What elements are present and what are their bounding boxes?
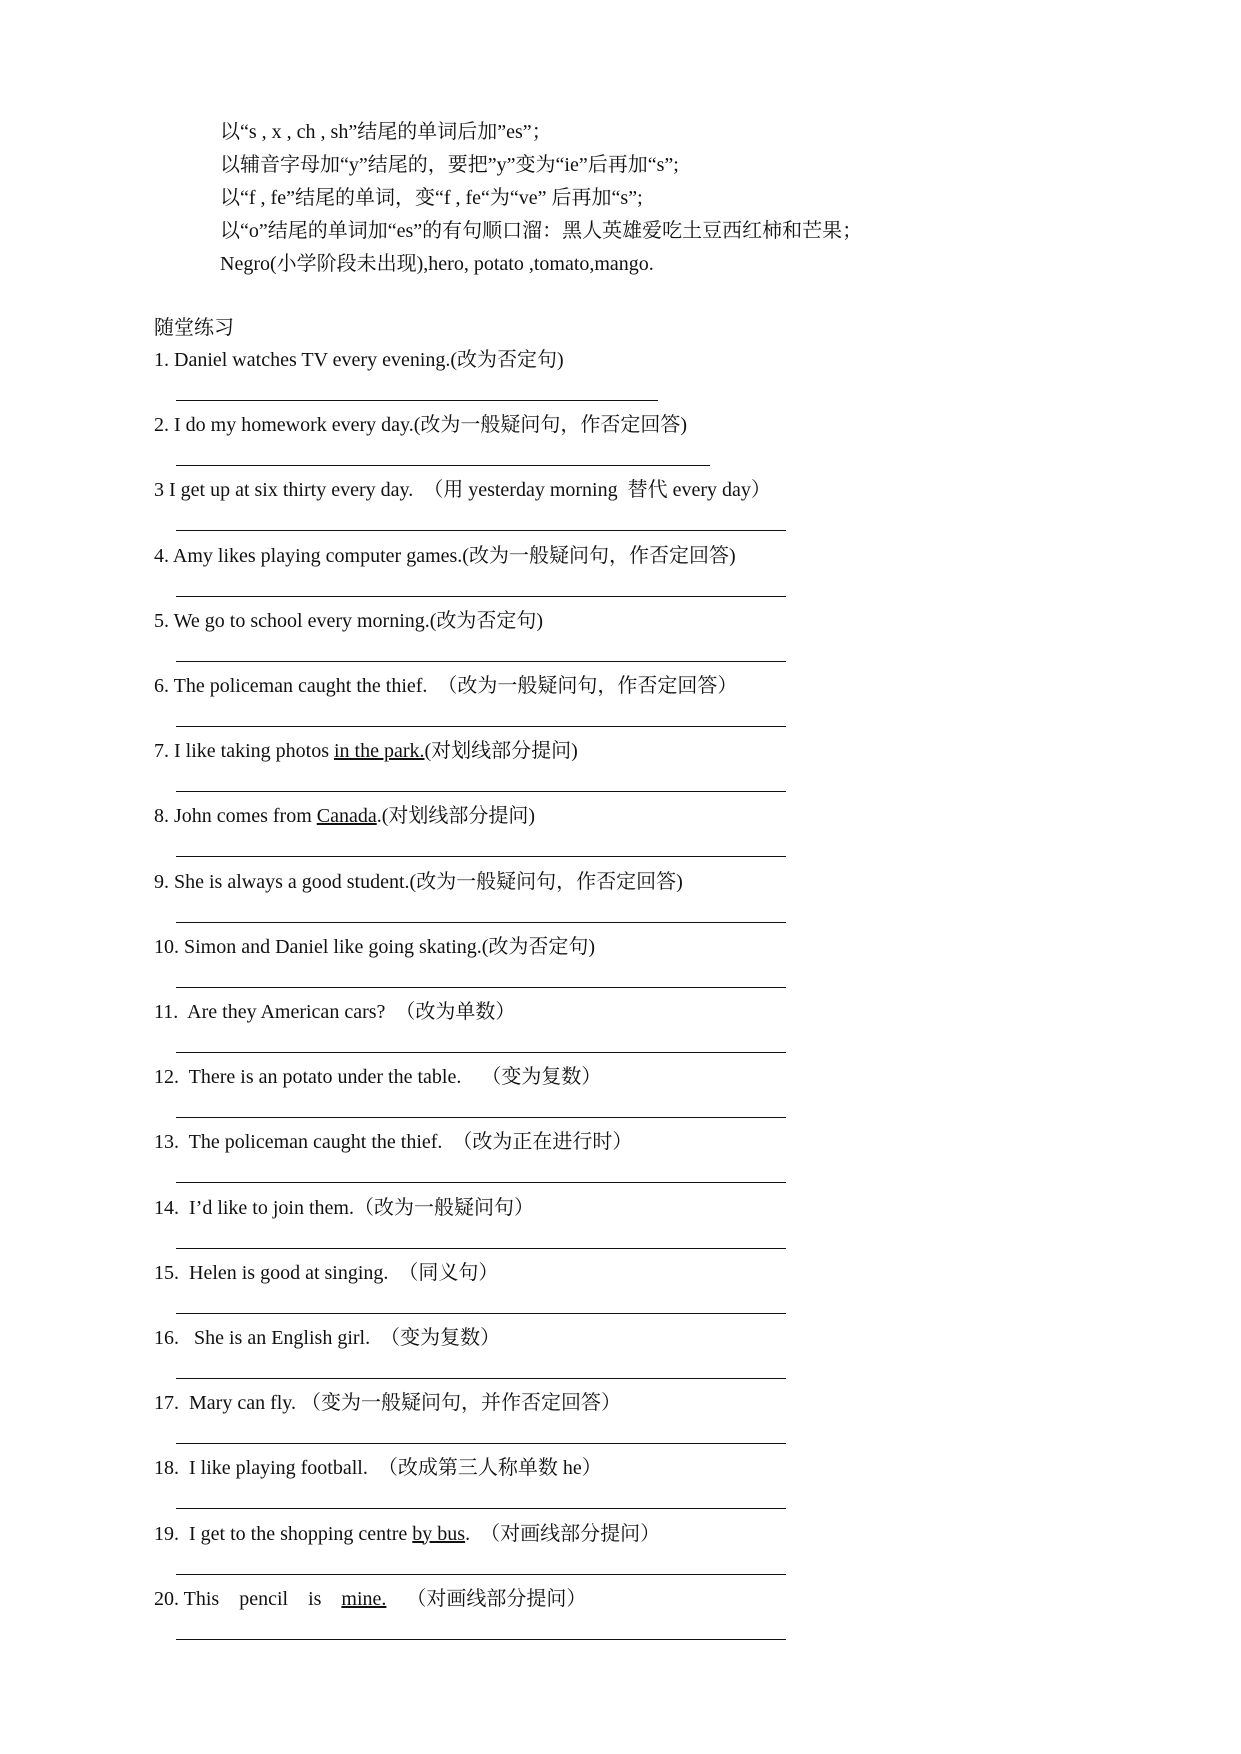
answer-line-8[interactable] [176,856,786,857]
question-text: 19. I get to the shopping centre [154,1522,413,1545]
answer-line-19[interactable] [176,1574,786,1575]
answer-line-13[interactable] [176,1182,786,1183]
question-6 [154,672,737,700]
answer-line-1[interactable] [176,400,658,401]
answer-line-2[interactable] [176,465,710,466]
rule-line-4: 以“o”结尾的单词加“es”的有句顺口溜：黑人英雄爱吃土豆西红柿和芒果； [220,220,863,242]
question-14 [154,1194,534,1222]
answer-line-16[interactable] [176,1378,786,1379]
question-12 [154,1063,601,1091]
question-text: 14. I’d like to join them.（改为一般疑问句） [154,1196,534,1219]
underlined-part: by bus [412,1522,466,1545]
question-text: 7. I like taking photos [154,740,334,763]
question-text: 8. John comes from [154,805,317,828]
question-19 [154,1520,660,1548]
question-text: 18. I like playing football. （改成第三人称单数 he） [154,1457,602,1480]
rule-line-5: Negro(小学阶段未出现),hero, potato ,tomato,mango. [220,253,654,275]
answer-line-14[interactable] [176,1248,786,1249]
question-instruction: .(对划线部分提问) [376,805,536,828]
question-9 [154,868,683,896]
underlined-part: in the park. [333,740,425,763]
rule-line-1: 以“s , x , ch , sh”结尾的单词后加”es”； [220,121,552,143]
question-8 [154,802,535,830]
question-instruction: （对画线部分提问） [386,1587,587,1610]
question-instruction: . （对画线部分提问） [465,1522,661,1545]
question-11 [154,998,515,1026]
question-text: 3 I get up at six thirty every day. （用 yesterday morning 替代 every day） [154,479,771,502]
question-text: 17. Mary can fly. （变为一般疑问句，并作否定回答） [154,1392,621,1415]
question-text: 4. Amy likes playing computer games.(改为一般疑问句，作否定回答) [154,544,736,567]
question-text: 20. This pencil is [154,1587,342,1610]
question-text: 9. She is always a good student.(改为一般疑问句，作否定回答) [154,870,683,893]
question-3 [154,476,771,504]
question-text: 11. Are they American cars? （改为单数） [154,1001,516,1023]
answer-line-10[interactable] [176,987,786,988]
answer-line-7[interactable] [176,791,786,792]
question-17 [154,1389,621,1417]
answer-line-18[interactable] [176,1508,786,1509]
rule-line-2: 以辅音字母加“y”结尾的，要把”y”变为“ie”后再加“s”; [220,154,679,176]
question-text: 10. Simon and Daniel like going skating.(改为否定句) [154,935,596,958]
question-10 [154,933,595,961]
answer-line-4[interactable] [176,596,786,597]
question-text: 13. The policeman caught the thief. （改为正在进行时） [154,1131,633,1154]
question-text: 12. There is an potato under the table. （变为复数） [154,1066,602,1089]
question-text: 2. I do my homework every day.(改为一般疑问句，作否定回答) [154,414,688,437]
answer-line-17[interactable] [176,1443,786,1444]
question-2 [154,411,687,439]
question-16 [154,1324,500,1352]
answer-line-11[interactable] [176,1052,786,1053]
question-7 [154,737,578,765]
answer-line-15[interactable] [176,1313,786,1314]
section-title: 随堂练习 [154,317,234,339]
underlined-part: Canada [316,805,377,828]
question-13 [154,1128,632,1156]
answer-line-3[interactable] [176,530,786,531]
answer-line-6[interactable] [176,726,786,727]
underlined-part: mine. [341,1587,387,1610]
question-5 [154,607,543,635]
answer-line-12[interactable] [176,1117,786,1118]
question-1 [154,346,564,374]
question-15 [154,1259,498,1287]
question-18 [154,1454,602,1482]
question-text: 16. She is an English girl. （变为复数） [154,1327,501,1349]
answer-line-9[interactable] [176,922,786,923]
question-text: 5. We go to school every morning.(改为否定句) [154,609,544,632]
rule-line-3: 以“f , fe”结尾的单词，变“f , fe“为“ve” 后再加“s”; [220,187,643,209]
question-text: 6. The policeman caught the thief. （改为一般疑问句，作否定回答） [154,675,738,697]
answer-line-20[interactable] [176,1639,786,1640]
question-20 [154,1585,586,1613]
answer-line-5[interactable] [176,661,786,662]
question-text: 1. Daniel watches TV every evening.(改为否定句) [154,349,564,371]
question-4 [154,542,736,570]
question-text: 15. Helen is good at singing. （同义句） [154,1261,499,1284]
question-instruction: (对划线部分提问) [424,740,578,763]
